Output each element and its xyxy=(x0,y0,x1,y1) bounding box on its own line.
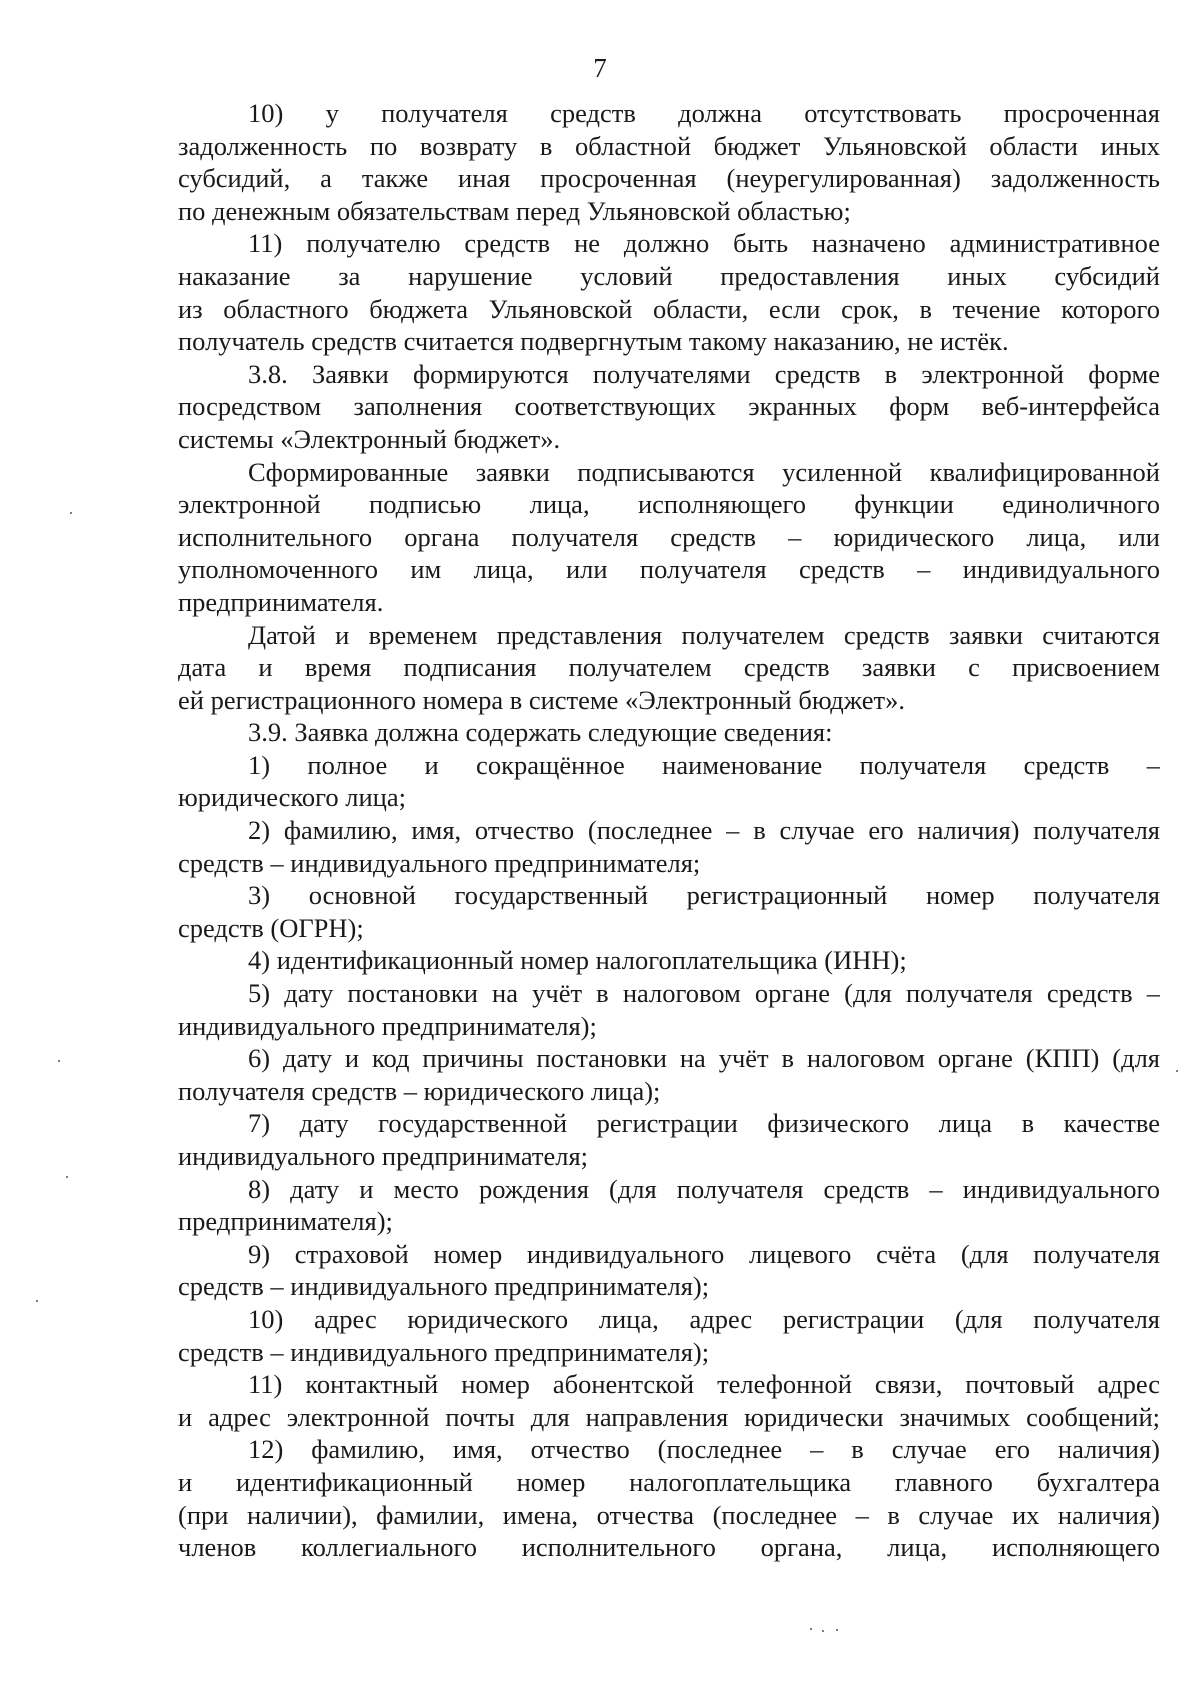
text-line: и идентификационный номер налогоплательщика главного бухгалтера xyxy=(178,1466,1160,1497)
text-line: 12) фамилию, имя, отчество (последнее – в случае его наличия) xyxy=(248,1434,1160,1465)
text-line: средств – индивидуального предпринимателя; xyxy=(178,847,701,878)
text-line: из областного бюджета Ульяновской области, если срок, в течение которого xyxy=(178,293,1160,324)
text-line: индивидуального предпринимателя; xyxy=(178,1141,589,1171)
text-line: субсидий, а также иная просроченная (неурегулированная) задолженность xyxy=(178,163,1160,194)
text-line: наказание за нарушение условий предоставления иных субсидий xyxy=(178,260,1160,291)
text-line: 11) контактный номер абонентской телефонной связи, почтовый адрес xyxy=(248,1369,1160,1400)
text-line: Датой и временем представления получателем средств заявки считаются xyxy=(248,619,1160,650)
scan-speck xyxy=(1176,1070,1178,1072)
text-line: уполномоченного им лица, или получателя средств – индивидуального xyxy=(178,554,1160,585)
text-line: предпринимателя); xyxy=(178,1206,393,1237)
text-line: предпринимателя. xyxy=(178,586,384,617)
text-line: по денежным обязательствам перед Ульяновской областью; xyxy=(178,195,851,226)
text-line: средств (ОГРН); xyxy=(178,912,364,943)
scan-speck xyxy=(66,1176,68,1178)
text-line: электронной подписью лица, исполняющего функции единоличного xyxy=(178,489,1160,520)
text-line: (при наличии), фамилии, имена, отчества (последнее – в случае их наличия) xyxy=(178,1499,1160,1530)
text-line: дата и время подписания получателем средств заявки с присвоением xyxy=(178,652,1160,683)
document-body xyxy=(178,97,1160,1564)
scan-speck xyxy=(58,1060,60,1062)
text-line: ей регистрационного номера в системе «Электронный бюджет». xyxy=(178,684,905,715)
scan-speck xyxy=(822,1630,824,1632)
text-line: индивидуального предпринимателя); xyxy=(178,1010,597,1041)
scan-speck xyxy=(36,1300,38,1302)
text-line: 10) адрес юридического лица, адрес регистрации (для получателя xyxy=(248,1303,1160,1334)
text-line: средств – индивидуального предпринимателя); xyxy=(178,1336,710,1367)
text-line: членов коллегиального исполнительного органа, лица, исполняющего xyxy=(178,1532,1160,1563)
text-line: 3.8. Заявки формируются получателями средств в электронной форме xyxy=(248,358,1160,389)
text-line: посредством заполнения соответствующих экранных форм веб-интерфейса xyxy=(178,391,1160,422)
text-line: 6) дату и код причины постановки на учёт в налоговом органе (КПП) (для xyxy=(248,1043,1160,1074)
text-line: 3.9. Заявка должна содержать следующие сведения: xyxy=(248,717,833,748)
text-line: 9) страховой номер индивидуального лицевого счёта (для получателя xyxy=(248,1238,1160,1269)
text-line: 4) идентификационный номер налогоплательщика (ИНН); xyxy=(248,945,907,976)
text-line: юридического лица; xyxy=(178,782,406,813)
page-number: 7 xyxy=(593,53,607,83)
text-line: системы «Электронный бюджет». xyxy=(178,423,561,454)
text-line: и адрес электронной почты для направления юридически значимых сообщений; xyxy=(178,1401,1160,1432)
text-line: исполнительного органа получателя средств – юридического лица, или xyxy=(178,521,1160,552)
scan-speck xyxy=(810,1628,812,1630)
text-line: получатель средств считается подвергнутым такому наказанию, не истёк. xyxy=(178,326,1009,357)
text-line: 2) фамилию, имя, отчество (последнее – в случае его наличия) получателя xyxy=(248,815,1160,846)
text-line: 8) дату и место рождения (для получателя средств – индивидуального xyxy=(248,1173,1160,1204)
text-line: средств – индивидуального предпринимателя); xyxy=(178,1271,710,1302)
scan-speck xyxy=(836,1629,838,1631)
text-line: задолженность по возврату в областной бюджет Ульяновской области иных xyxy=(178,130,1160,161)
text-line: 1) полное и сокращённое наименование получателя средств – xyxy=(248,749,1160,780)
text-line: получателя средств – юридического лица); xyxy=(178,1075,661,1106)
text-line: Сформированные заявки подписываются усиленной квалифицированной xyxy=(248,456,1160,487)
text-line: 5) дату постановки на учёт в налоговом органе (для получателя средств – xyxy=(248,978,1160,1009)
text-line: 7) дату государственной регистрации физического лица в качестве xyxy=(248,1108,1160,1139)
text-line: 11) получателю средств не должно быть назначено административное xyxy=(248,228,1160,259)
text-line: 3) основной государственный регистрационный номер получателя xyxy=(248,880,1160,911)
text-line: 10) у получателя средств должна отсутствовать просроченная xyxy=(248,98,1160,128)
scan-speck xyxy=(70,512,72,514)
